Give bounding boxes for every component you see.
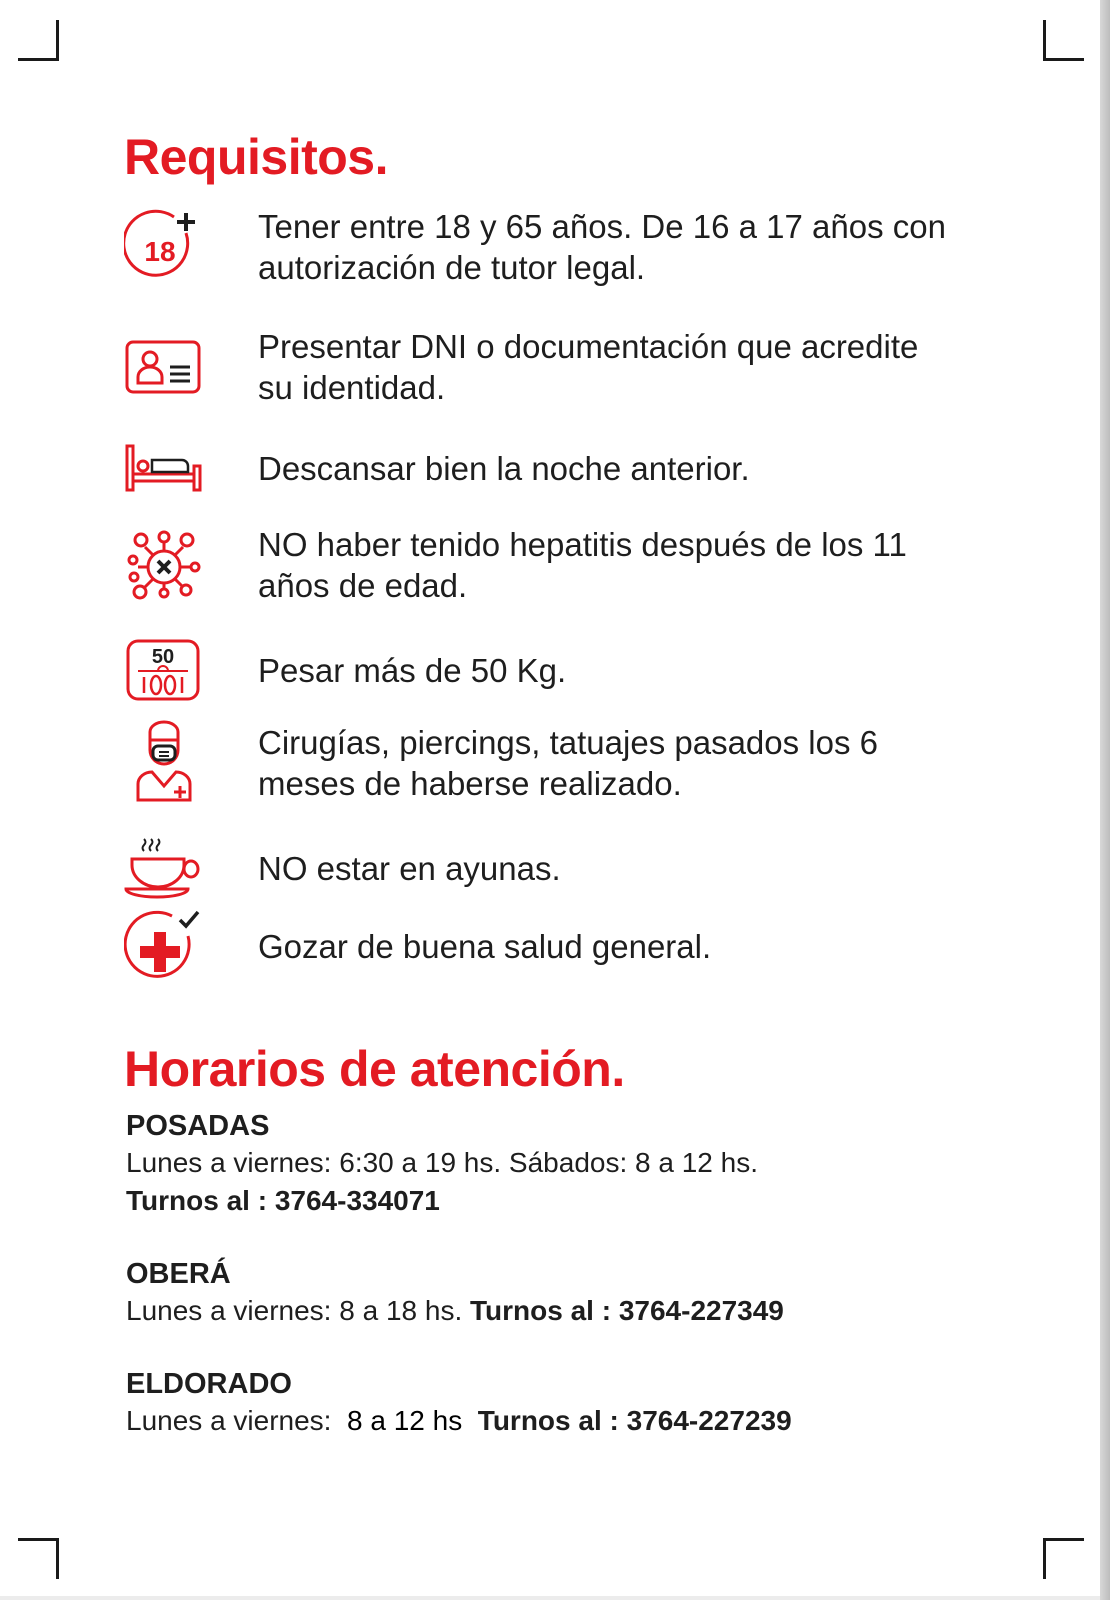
coffee-cup-icon [124, 828, 204, 908]
requirement-text: Gozar de buena salud general. [258, 927, 712, 965]
horarios-heading: Horarios de atención. [124, 1041, 625, 1097]
requirement-text: Tener entre 18 y 65 años. De 16 a 17 años con autorización de tutor legal. [258, 208, 946, 286]
svg-text:50: 50 [151, 646, 175, 668]
bed-icon [124, 428, 204, 508]
virus-icon [124, 525, 204, 605]
requirement-age [124, 206, 984, 288]
requirement-text: Presentar DNI o documentación que acredite su identidad. [258, 328, 919, 406]
crop-mark-bottom-left [18, 1538, 59, 1579]
phone-number: 3764-227239 [626, 1405, 792, 1436]
branch-name: OBERÁ [126, 1258, 231, 1290]
branch-schedule: Lunes a viernes: [126, 1405, 348, 1436]
id-card-icon [124, 327, 204, 407]
svg-text:18: 18 [144, 236, 176, 267]
branch-name: ELDORADO [126, 1368, 292, 1400]
requirement-not-fasting [124, 828, 984, 908]
requirement-text: Pesar más de 50 Kg. [258, 651, 567, 689]
requirement-weight [124, 630, 984, 710]
turnos-label: Turnos al : [470, 1405, 627, 1436]
turnos-label: Turnos al : [126, 1185, 275, 1216]
requirement-id [124, 326, 984, 408]
branch-name: POSADAS [126, 1110, 270, 1142]
branch-eldorado [126, 1366, 792, 1440]
requirement-hepatitis [124, 524, 984, 606]
requirement-text: NO haber tenido hepatitis después de los 11 años de edad. [258, 526, 907, 604]
branch-hours: 8 a 12 hs [347, 1405, 471, 1436]
requirement-surgery [124, 722, 984, 804]
phone-number: 3764-334071 [274, 1185, 440, 1216]
crop-mark-top-right [1043, 20, 1084, 61]
crop-mark-top-left [18, 20, 59, 61]
turnos-label: Turnos al : [470, 1295, 619, 1326]
health-cross-check-icon [124, 906, 204, 986]
branch-schedule: Lunes a viernes: 6:30 a 19 hs. Sábados: 8 a 12 hs. [126, 1147, 758, 1178]
requirement-text: NO estar en ayunas. [258, 849, 561, 887]
requirement-rest [124, 428, 984, 508]
requirement-text: Descansar bien la noche anterior. [258, 449, 750, 487]
phone-number: 3764-227349 [618, 1295, 784, 1326]
requirement-text: Cirugías, piercings, tatuajes pasados los 6 meses de haberse realizado. [258, 724, 879, 802]
scale-icon [124, 630, 204, 710]
requisitos-heading: Requisitos. [124, 129, 388, 185]
page-edge-shadow [1100, 0, 1110, 1600]
crop-mark-bottom-right [1043, 1538, 1084, 1579]
branch-schedule: Lunes a viernes: 8 a 18 hs. [126, 1295, 470, 1326]
branch-obera [126, 1256, 784, 1330]
age-18-plus-icon [124, 207, 204, 287]
surgeon-icon [124, 723, 204, 803]
branch-posadas [126, 1108, 758, 1220]
requirement-good-health [124, 906, 984, 986]
